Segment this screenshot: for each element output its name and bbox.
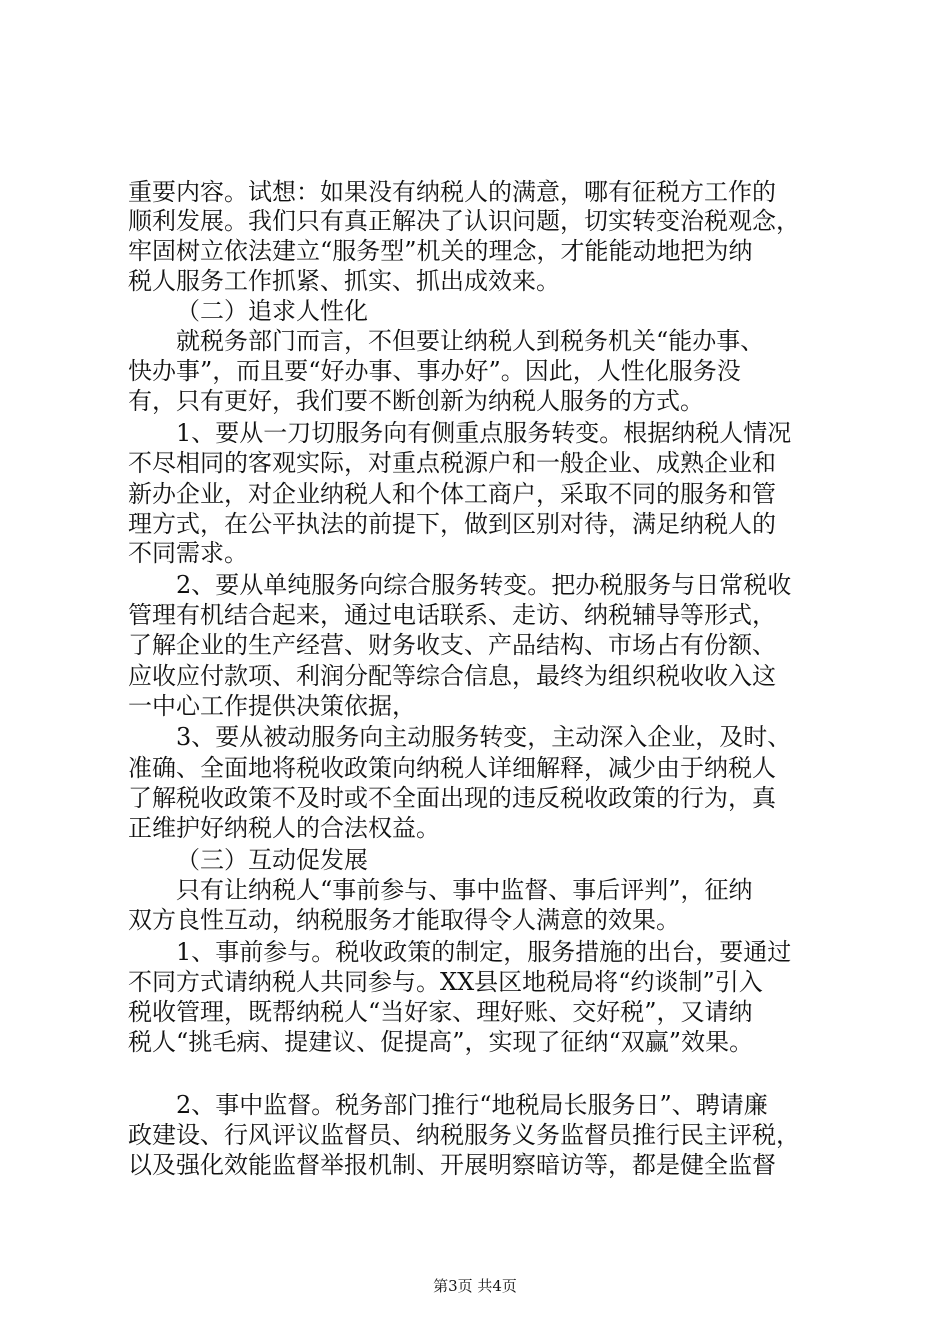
body-line: 牢固树立依法建立“服务型”机关的理念，才能能动地把为纳 (128, 237, 753, 265)
body-line: 2、事中监督。税务部门推行“地税局长服务日”、聘请廉 (176, 1091, 768, 1119)
body-line: 双方良性互动，纳税服务才能取得令人满意的效果。 (128, 906, 680, 934)
body-line: 重要内容。试想：如果没有纳税人的满意，哪有征税方工作的 (128, 178, 776, 206)
body-line: 新办企业，对企业纳税人和个体工商户，采取不同的服务和管 (128, 480, 776, 508)
body-line: 税收管理，既帮纳税人“当好家、理好账、交好税”，又请纳 (128, 998, 753, 1026)
body-line: 快办事”，而且要“好办事、事办好”。因此，人性化服务没 (128, 357, 741, 385)
body-line: 顺利发展。我们只有真正解决了认识问题，切实转变治税观念， (128, 207, 800, 235)
body-line: 1、事前参与。税收政策的制定，服务措施的出台，要通过 (176, 938, 792, 966)
body-line: 准确、全面地将税收政策向纳税人详细解释，减少由于纳税人 (128, 754, 776, 782)
body-line: 不同需求。 (128, 539, 248, 567)
body-line: 了解税收政策不及时或不全面出现的违反税收政策的行为，真 (128, 784, 776, 812)
page-number-footer: 第3页 共4页 (433, 1277, 517, 1295)
body-line: 税人“挑毛病、提建议、促提高”，实现了征纳“双赢”效果。 (128, 1028, 754, 1056)
body-line: 3、要从被动服务向主动服务转变，主动深入企业，及时、 (176, 723, 792, 751)
body-line: 只有让纳税人“事前参与、事中监督、事后评判”，征纳 (176, 876, 753, 904)
body-line: 以及强化效能监督举报机制、开展明察暗访等，都是健全监督 (128, 1151, 776, 1179)
section-heading: （三）互动促发展 (176, 846, 368, 874)
body-line: 一中心工作提供决策依据， (128, 692, 416, 720)
body-line: 有，只有更好，我们要不断创新为纳税人服务的方式。 (128, 387, 704, 415)
body-line: 应收应付款项、利润分配等综合信息，最终为组织税收收入这 (128, 662, 776, 690)
body-line: 税人服务工作抓紧、抓实、抓出成效来。 (128, 267, 560, 295)
body-line: 不尽相同的客观实际，对重点税源户和一般企业、成熟企业和 (128, 449, 776, 477)
body-line: 正维护好纳税人的合法权益。 (128, 814, 440, 842)
body-line: 了解企业的生产经营、财务收支、产品结构、市场占有份额、 (128, 631, 776, 659)
body-line: 2、要从单纯服务向综合服务转变。把办税服务与日常税收 (176, 571, 792, 599)
body-line: 就税务部门而言，不但要让纳税人到税务机关“能办事、 (176, 327, 765, 355)
section-heading: （二）追求人性化 (176, 297, 368, 325)
body-line: 1、要从一刀切服务向有侧重点服务转变。根据纳税人情况 (176, 419, 792, 447)
body-line: 理方式，在公平执法的前提下，做到区别对待，满足纳税人的 (128, 510, 776, 538)
body-line: 政建设、行风评议监督员、纳税服务义务监督员推行民主评税， (128, 1121, 800, 1149)
body-line: 管理有机结合起来，通过电话联系、走访、纳税辅导等形式， (128, 601, 776, 629)
body-line: 不同方式请纳税人共同参与。XX县区地税局将“约谈制”引入 (128, 968, 763, 996)
